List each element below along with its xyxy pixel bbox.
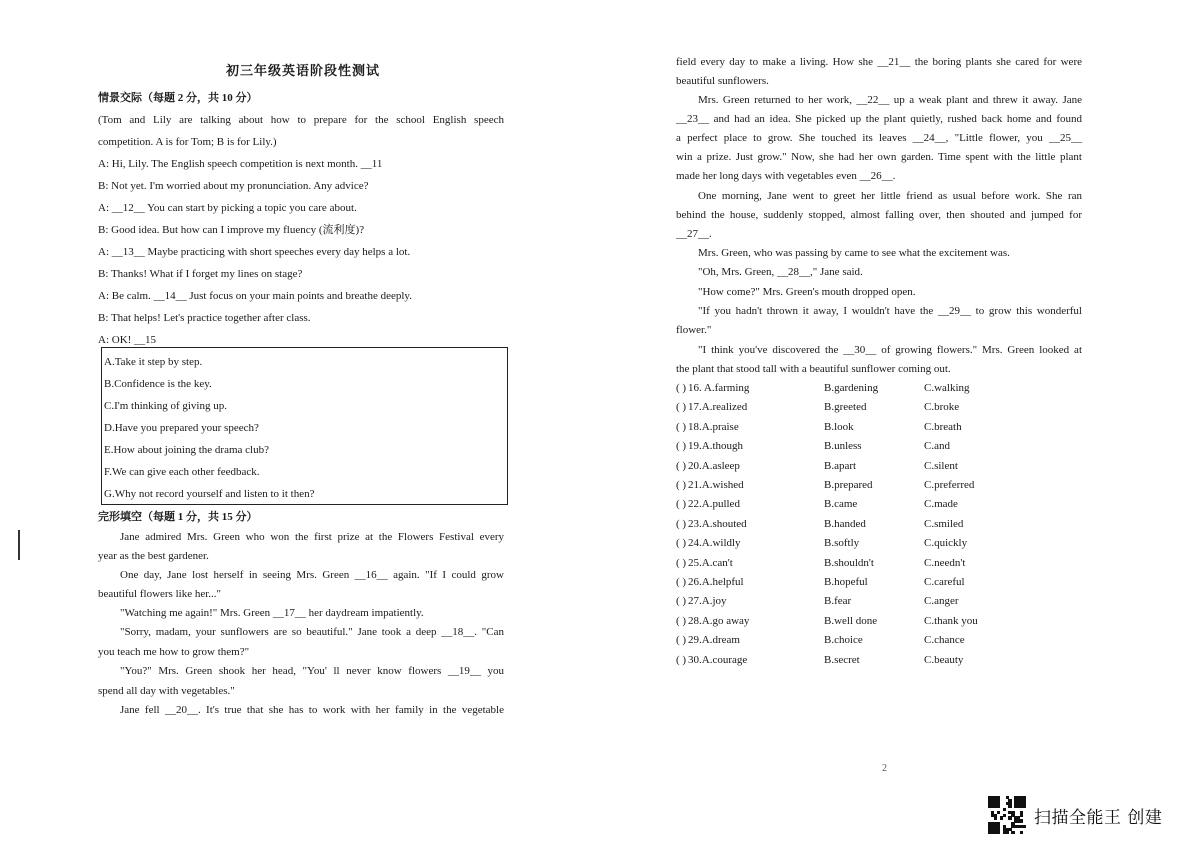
passage-line: Jane admired Mrs. Green who won the first prize at the Flowers Festival every	[120, 531, 504, 543]
option-item: B.Confidence is the key.	[104, 378, 212, 390]
passage-line: field every day to make a living. How she __21__ the boring plants she cared for were	[676, 56, 1082, 68]
passage-line: "You?" Mrs. Green shook her head, "You' ll never know flowers __19__ you	[120, 665, 504, 677]
passage-line: you teach me how to grow them?"	[98, 646, 250, 658]
passage-line: the plant that stood tall with a beautiful sunflower coming out.	[676, 363, 951, 375]
option-a: 16. A.farming	[688, 382, 750, 394]
option-c: C.and	[924, 440, 950, 453]
question-row	[676, 633, 1086, 649]
answer-bracket[interactable]: ( )	[676, 498, 687, 511]
option-a: 18.A.praise	[688, 420, 739, 433]
question-row	[676, 459, 1086, 475]
dialogue-line: A: __12__ You can start by picking a topic you care about.	[98, 202, 357, 214]
option-item: A.Take it step by step.	[104, 356, 203, 368]
option-a: 23.A.shouted	[688, 517, 747, 530]
option-c: C.anger	[924, 595, 959, 608]
question-row	[676, 400, 1086, 416]
option-c: C.made	[924, 498, 958, 511]
answer-bracket[interactable]: ( )	[676, 440, 687, 453]
option-c: C.needn't	[924, 556, 966, 569]
passage-line: "How come?" Mrs. Green's mouth dropped open.	[698, 286, 916, 298]
option-c: C.chance	[924, 634, 965, 647]
option-b: B.shouldn't	[824, 556, 874, 569]
answer-bracket[interactable]: ( )	[676, 420, 687, 433]
option-c: C.silent	[924, 459, 958, 472]
answer-bracket[interactable]: ( )	[676, 634, 687, 647]
option-a: 24.A.wildly	[688, 537, 741, 550]
option-c: C.broke	[924, 401, 960, 414]
dialogue-line: A: Hi, Lily. The English speech competition is next month. __11	[98, 158, 383, 170]
question-row	[676, 439, 1086, 455]
option-c: C.preferred	[924, 479, 975, 491]
answer-bracket[interactable]: ( )	[676, 576, 687, 588]
passage-line: made her long days with vegetables even __26__.	[676, 170, 896, 182]
qr-code-icon	[988, 796, 1026, 834]
passage-line: One day, Jane lost herself in seeing Mrs. Green __16__ again. "If I could grow	[120, 569, 504, 581]
option-b: B.secret	[824, 653, 860, 666]
option-c: C.smiled	[924, 517, 964, 530]
dialogue-line: B: Thanks! What if I forget my lines on stage?	[98, 268, 303, 280]
answer-bracket[interactable]: ( )	[676, 653, 687, 666]
passage-line: "Sorry, madam, your sunflowers are so beautiful." Jane took a deep __18__. "Can	[120, 626, 504, 638]
watermark-text: 扫描全能王 创建	[1034, 807, 1163, 828]
answer-bracket[interactable]: ( )	[676, 459, 687, 472]
exam-title: 初三年级英语阶段性测试	[226, 63, 381, 78]
option-a: 30.A.courage	[688, 653, 748, 666]
option-c: C.careful	[924, 576, 965, 588]
passage-line: __23__ and had an idea. She picked up the plant quietly, rushed back home and found	[676, 113, 1082, 125]
option-b: B.prepared	[824, 479, 873, 491]
option-item: F.We can give each other feedback.	[104, 466, 260, 478]
question-row	[676, 594, 1086, 610]
answer-bracket[interactable]: ( )	[676, 556, 687, 569]
passage-line: win a prize. Just grow." Now, she had her own garden. Time spent with the little plant	[676, 151, 1082, 163]
passage-line: "I think you've discovered the __30__ of growing flowers." Mrs. Green looked at	[698, 344, 1082, 356]
dialogue-line: A: OK! __15	[98, 334, 157, 346]
section-heading-dialogue: 情景交际（每题 2 分，共 10 分）	[98, 92, 258, 104]
passage-line: beautiful flowers like her..."	[98, 588, 222, 600]
option-a: 20.A.asleep	[688, 459, 740, 472]
scanner-watermark	[988, 796, 1162, 834]
section-heading-cloze: 完形填空（每题 1 分，共 15 分）	[98, 511, 258, 523]
passage-line: "If you hadn't thrown it away, I wouldn't have the __29__ to grow this wonderful	[698, 305, 1082, 317]
option-b: B.handed	[824, 517, 866, 530]
option-c: C.thank you	[924, 614, 978, 627]
option-a: 17.A.realized	[688, 401, 748, 414]
option-b: B.softly	[824, 537, 860, 550]
answer-bracket[interactable]: ( )	[676, 614, 687, 627]
passage-line: One morning, Jane went to greet her little friend as usual before work. She ran	[698, 190, 1082, 202]
dialogue-line: B: Not yet. I'm worried about my pronunciation. Any advice?	[98, 180, 369, 192]
passage-line: flower."	[676, 324, 712, 336]
option-b: B.gardening	[824, 382, 879, 394]
option-a: 26.A.helpful	[688, 576, 744, 588]
option-b: B.choice	[824, 634, 863, 647]
option-a: 25.A.can't	[688, 556, 733, 569]
option-a: 21.A.wished	[688, 479, 744, 491]
option-b: B.apart	[824, 459, 857, 472]
option-b: B.look	[824, 420, 854, 433]
passage-line: Mrs. Green, who was passing by came to see what the excitement was.	[698, 247, 1010, 259]
option-item: E.How about joining the drama club?	[104, 444, 269, 456]
answer-bracket[interactable]: ( )	[676, 401, 687, 414]
answer-bracket[interactable]: ( )	[676, 479, 687, 491]
option-b: B.fear	[824, 595, 852, 608]
question-row	[676, 536, 1086, 552]
answer-bracket[interactable]: ( )	[676, 595, 687, 608]
passage-line: __27__.	[676, 228, 712, 240]
question-row	[676, 556, 1086, 572]
dialogue-line: B: That helps! Let's practice together after class.	[98, 312, 311, 324]
question-row	[676, 575, 1086, 591]
option-b: B.unless	[824, 440, 862, 453]
margin-mark	[18, 530, 20, 560]
dialogue-intro-line-1: (Tom and Lily are talking about how to prepare for the school English speech	[98, 114, 504, 126]
option-item: C.I'm thinking of giving up.	[104, 400, 227, 412]
passage-line: behind the house, suddenly stopped, almost falling over, then shouted and jumped for	[676, 209, 1082, 221]
option-c: C.walking	[924, 382, 970, 394]
question-row	[676, 653, 1086, 669]
option-a: 29.A.dream	[688, 634, 740, 647]
question-row	[676, 497, 1086, 513]
passage-line: beautiful sunflowers.	[676, 75, 769, 87]
option-a: 27.A.joy	[688, 595, 727, 608]
option-b: B.greeted	[824, 401, 867, 414]
option-c: C.beauty	[924, 653, 964, 666]
dialogue-intro-line-2: competition. A is for Tom; B is for Lily.)	[98, 136, 277, 148]
option-b: B.came	[824, 498, 858, 511]
passage-line: year as the best gardener.	[98, 550, 209, 562]
dialogue-line: B: Good idea. But how can I improve my fluency (流利度)?	[98, 224, 365, 236]
question-row	[676, 381, 1086, 397]
answer-bracket[interactable]: ( )	[676, 537, 687, 550]
question-row	[676, 420, 1086, 436]
question-row	[676, 614, 1086, 630]
passage-line: "Watching me again!" Mrs. Green __17__ her daydream impatiently.	[120, 607, 424, 619]
question-row	[676, 478, 1086, 494]
option-item: G.Why not record yourself and listen to it then?	[104, 488, 315, 500]
option-a: 22.A.pulled	[688, 498, 740, 511]
option-c: C.quickly	[924, 537, 968, 550]
option-a: 28.A.go away	[688, 614, 750, 627]
option-b: B.hopeful	[824, 576, 868, 588]
option-item: D.Have you prepared your speech?	[104, 422, 259, 434]
dialogue-line: A: __13__ Maybe practicing with short speeches every day helps a lot.	[98, 246, 411, 258]
answer-bracket[interactable]: ( )	[676, 382, 687, 394]
option-a: 19.A.though	[688, 440, 743, 453]
options-box	[101, 347, 508, 505]
option-b: B.well done	[824, 614, 878, 627]
passage-line: a perfect place to grow. She touched its leaves __24__, "Little flower, you __25__	[676, 132, 1082, 144]
question-row	[676, 517, 1086, 533]
passage-line: Mrs. Green returned to her work, __22__ up a weak plant and threw it away. Jane	[698, 94, 1082, 106]
page-mark: 2	[882, 763, 887, 774]
passage-line: "Oh, Mrs. Green, __28__," Jane said.	[698, 266, 863, 278]
passage-line: Jane fell __20__. It's true that she has to work with her family in the vegetable	[120, 704, 504, 716]
passage-line: spend all day with vegetables."	[98, 685, 235, 697]
dialogue-line: A: Be calm. __14__ Just focus on your main points and breathe deeply.	[98, 290, 412, 302]
option-c: C.breath	[924, 420, 962, 433]
answer-bracket[interactable]: ( )	[676, 517, 687, 530]
